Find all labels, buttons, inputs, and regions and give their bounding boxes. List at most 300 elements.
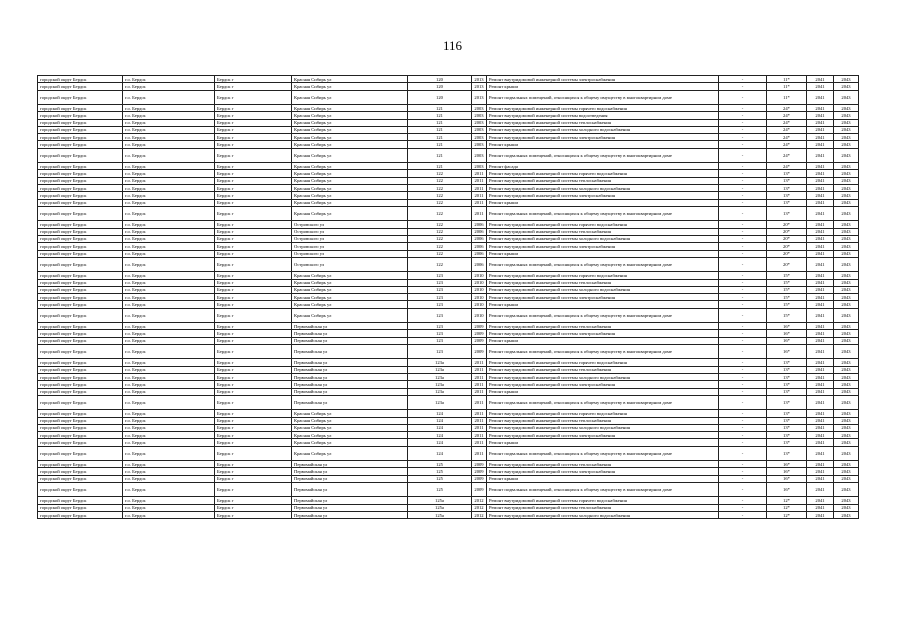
settlement-cell: Бердск г bbox=[215, 446, 292, 460]
municipality-cell: городской округ Бердск bbox=[38, 337, 123, 344]
period-cell: 11* bbox=[767, 90, 807, 104]
table-row bbox=[38, 468, 859, 475]
district-cell: г.о. Бердск bbox=[123, 185, 215, 192]
year-built-cell: 2006 bbox=[472, 243, 487, 250]
municipality-cell: городской округ Бердск bbox=[38, 461, 123, 468]
work-type-cell: Ремонт внутридомовой инженерной системы горячего водоснабжения bbox=[487, 497, 719, 504]
end-year-cell: 2043 bbox=[834, 395, 859, 409]
settlement-cell: Бердск г bbox=[215, 330, 292, 337]
period-cell: 11* bbox=[767, 76, 807, 83]
settlement-cell: Бердск г bbox=[215, 272, 292, 279]
year-built-cell: 2006 bbox=[472, 250, 487, 257]
end-year-cell: 2043 bbox=[834, 141, 859, 148]
house-number-cell: 124 bbox=[408, 410, 472, 417]
street-cell: Красная Сибирь ул bbox=[292, 192, 408, 199]
street-cell: Островского ул bbox=[292, 228, 408, 235]
year-built-cell: 2011 bbox=[472, 432, 487, 439]
settlement-cell: Бердск г bbox=[215, 279, 292, 286]
street-cell: Красная Сибирь ул bbox=[292, 308, 408, 322]
start-year-cell: 2041 bbox=[807, 301, 834, 308]
repair-schedule-table bbox=[37, 75, 859, 519]
table-row bbox=[38, 199, 859, 206]
year-built-cell: 2003 bbox=[472, 104, 487, 111]
house-number-cell: 124 bbox=[408, 439, 472, 446]
district-cell: г.о. Бердск bbox=[123, 279, 215, 286]
work-type-cell: Ремонт внутридомовой инженерной системы электроснабжения bbox=[487, 192, 719, 199]
start-year-cell: 2041 bbox=[807, 221, 834, 228]
start-year-cell: 2041 bbox=[807, 410, 834, 417]
municipality-cell: городской округ Бердск bbox=[38, 424, 123, 431]
end-year-cell: 2043 bbox=[834, 432, 859, 439]
house-number-cell: 123а bbox=[408, 359, 472, 366]
period-cell: 13* bbox=[767, 206, 807, 220]
municipality-cell: городской округ Бердск bbox=[38, 104, 123, 111]
house-number-cell: 122 bbox=[408, 185, 472, 192]
year-built-cell: 2009 bbox=[472, 483, 487, 497]
work-type-cell: Ремонт внутридомовой инженерной системы электроснабжения bbox=[487, 432, 719, 439]
work-type-cell: Ремонт крыши bbox=[487, 141, 719, 148]
settlement-cell: Бердск г bbox=[215, 243, 292, 250]
period-cell: 16* bbox=[767, 461, 807, 468]
work-type-cell: Ремонт крыши bbox=[487, 83, 719, 90]
start-year-cell: 2041 bbox=[807, 366, 834, 373]
settlement-cell: Бердск г bbox=[215, 373, 292, 380]
start-year-cell: 2041 bbox=[807, 381, 834, 388]
table-row bbox=[38, 359, 859, 366]
work-type-cell: Ремонт внутридомовой инженерной системы электроснабжения bbox=[487, 294, 719, 301]
dash-cell: - bbox=[719, 141, 767, 148]
house-number-cell: 121 bbox=[408, 112, 472, 119]
period-cell: 16* bbox=[767, 475, 807, 482]
dash-cell: - bbox=[719, 497, 767, 504]
municipality-cell: городской округ Бердск bbox=[38, 76, 123, 83]
dash-cell: - bbox=[719, 272, 767, 279]
table-row bbox=[38, 148, 859, 162]
year-built-cell: 2003 bbox=[472, 119, 487, 126]
street-cell: Первомайская ул bbox=[292, 497, 408, 504]
period-cell: 20* bbox=[767, 235, 807, 242]
end-year-cell: 2043 bbox=[834, 185, 859, 192]
end-year-cell: 2043 bbox=[834, 424, 859, 431]
dash-cell: - bbox=[719, 257, 767, 271]
end-year-cell: 2043 bbox=[834, 308, 859, 322]
table-row bbox=[38, 221, 859, 228]
end-year-cell: 2043 bbox=[834, 461, 859, 468]
street-cell: Островского ул bbox=[292, 235, 408, 242]
table-row bbox=[38, 424, 859, 431]
dash-cell: - bbox=[719, 432, 767, 439]
work-type-cell: Ремонт внутридомовой инженерной системы электроснабжения bbox=[487, 243, 719, 250]
year-built-cell: 2011 bbox=[472, 206, 487, 220]
table-row bbox=[38, 286, 859, 293]
period-cell: 24* bbox=[767, 112, 807, 119]
municipality-cell: городской округ Бердск bbox=[38, 83, 123, 90]
settlement-cell: Бердск г bbox=[215, 199, 292, 206]
district-cell: г.о. Бердск bbox=[123, 504, 215, 511]
settlement-cell: Бердск г bbox=[215, 504, 292, 511]
period-cell: 24* bbox=[767, 126, 807, 133]
work-type-cell: Ремонт подвальных помещений, относящихся к общему имуществу в многоквартирном доме bbox=[487, 344, 719, 358]
street-cell: Красная Сибирь ул bbox=[292, 126, 408, 133]
street-cell: Красная Сибирь ул bbox=[292, 279, 408, 286]
dash-cell: - bbox=[719, 446, 767, 460]
work-type-cell: Ремонт внутридомовой инженерной системы теплоснабжения bbox=[487, 323, 719, 330]
start-year-cell: 2041 bbox=[807, 126, 834, 133]
district-cell: г.о. Бердск bbox=[123, 410, 215, 417]
period-cell: 16* bbox=[767, 344, 807, 358]
table-row bbox=[38, 83, 859, 90]
end-year-cell: 2043 bbox=[834, 475, 859, 482]
municipality-cell: городской округ Бердск bbox=[38, 417, 123, 424]
house-number-cell: 124 bbox=[408, 424, 472, 431]
work-type-cell: Ремонт внутридомовой инженерной системы электроснабжения bbox=[487, 381, 719, 388]
work-type-cell: Ремонт внутридомовой инженерной системы теплоснабжения bbox=[487, 279, 719, 286]
table-row bbox=[38, 206, 859, 220]
dash-cell: - bbox=[719, 461, 767, 468]
settlement-cell: Бердск г bbox=[215, 294, 292, 301]
start-year-cell: 2041 bbox=[807, 330, 834, 337]
period-cell: 13* bbox=[767, 424, 807, 431]
dash-cell: - bbox=[719, 119, 767, 126]
dash-cell: - bbox=[719, 286, 767, 293]
table-row bbox=[38, 192, 859, 199]
settlement-cell: Бердск г bbox=[215, 511, 292, 518]
settlement-cell: Бердск г bbox=[215, 250, 292, 257]
dash-cell: - bbox=[719, 134, 767, 141]
district-cell: г.о. Бердск bbox=[123, 104, 215, 111]
street-cell: Красная Сибирь ул bbox=[292, 294, 408, 301]
work-type-cell: Ремонт внутридомовой инженерной системы горячего водоснабжения bbox=[487, 410, 719, 417]
period-cell: 20* bbox=[767, 243, 807, 250]
street-cell: Красная Сибирь ул bbox=[292, 90, 408, 104]
street-cell: Первомайская ул bbox=[292, 373, 408, 380]
year-built-cell: 2010 bbox=[472, 272, 487, 279]
house-number-cell: 123 bbox=[408, 330, 472, 337]
dash-cell: - bbox=[719, 504, 767, 511]
end-year-cell: 2043 bbox=[834, 76, 859, 83]
house-number-cell: 122 bbox=[408, 170, 472, 177]
municipality-cell: городской округ Бердск bbox=[38, 511, 123, 518]
district-cell: г.о. Бердск bbox=[123, 228, 215, 235]
municipality-cell: городской округ Бердск bbox=[38, 497, 123, 504]
year-built-cell: 2003 bbox=[472, 112, 487, 119]
district-cell: г.о. Бердск bbox=[123, 301, 215, 308]
district-cell: г.о. Бердск bbox=[123, 468, 215, 475]
table-row bbox=[38, 497, 859, 504]
dash-cell: - bbox=[719, 424, 767, 431]
table-row bbox=[38, 177, 859, 184]
end-year-cell: 2043 bbox=[834, 344, 859, 358]
end-year-cell: 2043 bbox=[834, 410, 859, 417]
municipality-cell: городской округ Бердск bbox=[38, 366, 123, 373]
period-cell: 13* bbox=[767, 417, 807, 424]
house-number-cell: 122 bbox=[408, 250, 472, 257]
dash-cell: - bbox=[719, 344, 767, 358]
municipality-cell: городской округ Бердск bbox=[38, 170, 123, 177]
dash-cell: - bbox=[719, 76, 767, 83]
settlement-cell: Бердск г bbox=[215, 126, 292, 133]
district-cell: г.о. Бердск bbox=[123, 446, 215, 460]
house-number-cell: 124 bbox=[408, 446, 472, 460]
street-cell: Красная Сибирь ул bbox=[292, 163, 408, 170]
table-row bbox=[38, 504, 859, 511]
period-cell: 16* bbox=[767, 337, 807, 344]
municipality-cell: городской округ Бердск bbox=[38, 388, 123, 395]
house-number-cell: 121 bbox=[408, 126, 472, 133]
period-cell: 13* bbox=[767, 170, 807, 177]
district-cell: г.о. Бердск bbox=[123, 134, 215, 141]
street-cell: Красная Сибирь ул bbox=[292, 177, 408, 184]
table-row bbox=[38, 272, 859, 279]
dash-cell: - bbox=[719, 250, 767, 257]
period-cell: 20* bbox=[767, 257, 807, 271]
house-number-cell: 122 bbox=[408, 199, 472, 206]
work-type-cell: Ремонт подвальных помещений, относящихся к общему имуществу в многоквартирном доме bbox=[487, 483, 719, 497]
end-year-cell: 2043 bbox=[834, 192, 859, 199]
municipality-cell: городской округ Бердск bbox=[38, 330, 123, 337]
district-cell: г.о. Бердск bbox=[123, 424, 215, 431]
period-cell: 24* bbox=[767, 104, 807, 111]
street-cell: Красная Сибирь ул bbox=[292, 134, 408, 141]
year-built-cell: 2003 bbox=[472, 134, 487, 141]
end-year-cell: 2043 bbox=[834, 373, 859, 380]
end-year-cell: 2043 bbox=[834, 250, 859, 257]
street-cell: Красная Сибирь ул bbox=[292, 148, 408, 162]
municipality-cell: городской округ Бердск bbox=[38, 373, 123, 380]
period-cell: 15* bbox=[767, 279, 807, 286]
municipality-cell: городской округ Бердск bbox=[38, 395, 123, 409]
settlement-cell: Бердск г bbox=[215, 323, 292, 330]
start-year-cell: 2041 bbox=[807, 235, 834, 242]
district-cell: г.о. Бердск bbox=[123, 250, 215, 257]
work-type-cell: Ремонт внутридомовой инженерной системы водоотведения bbox=[487, 112, 719, 119]
end-year-cell: 2043 bbox=[834, 148, 859, 162]
district-cell: г.о. Бердск bbox=[123, 388, 215, 395]
start-year-cell: 2041 bbox=[807, 286, 834, 293]
table-row bbox=[38, 410, 859, 417]
table-row bbox=[38, 475, 859, 482]
end-year-cell: 2043 bbox=[834, 511, 859, 518]
municipality-cell: городской округ Бердск bbox=[38, 468, 123, 475]
end-year-cell: 2043 bbox=[834, 199, 859, 206]
municipality-cell: городской округ Бердск bbox=[38, 279, 123, 286]
start-year-cell: 2041 bbox=[807, 228, 834, 235]
end-year-cell: 2043 bbox=[834, 206, 859, 220]
start-year-cell: 2041 bbox=[807, 432, 834, 439]
district-cell: г.о. Бердск bbox=[123, 366, 215, 373]
end-year-cell: 2043 bbox=[834, 483, 859, 497]
start-year-cell: 2041 bbox=[807, 388, 834, 395]
dash-cell: - bbox=[719, 308, 767, 322]
year-built-cell: 2011 bbox=[472, 185, 487, 192]
house-number-cell: 122 bbox=[408, 235, 472, 242]
end-year-cell: 2043 bbox=[834, 119, 859, 126]
end-year-cell: 2043 bbox=[834, 497, 859, 504]
district-cell: г.о. Бердск bbox=[123, 257, 215, 271]
end-year-cell: 2043 bbox=[834, 337, 859, 344]
table-row bbox=[38, 483, 859, 497]
settlement-cell: Бердск г bbox=[215, 134, 292, 141]
municipality-cell: городской округ Бердск bbox=[38, 185, 123, 192]
end-year-cell: 2043 bbox=[834, 417, 859, 424]
work-type-cell: Ремонт подвальных помещений, относящихся к общему имуществу в многоквартирном доме bbox=[487, 308, 719, 322]
dash-cell: - bbox=[719, 279, 767, 286]
district-cell: г.о. Бердск bbox=[123, 206, 215, 220]
table-row bbox=[38, 235, 859, 242]
street-cell: Красная Сибирь ул bbox=[292, 432, 408, 439]
period-cell: 24* bbox=[767, 148, 807, 162]
table-row bbox=[38, 126, 859, 133]
municipality-cell: городской округ Бердск bbox=[38, 112, 123, 119]
year-built-cell: 2010 bbox=[472, 308, 487, 322]
table-row bbox=[38, 388, 859, 395]
dash-cell: - bbox=[719, 395, 767, 409]
settlement-cell: Бердск г bbox=[215, 83, 292, 90]
district-cell: г.о. Бердск bbox=[123, 359, 215, 366]
municipality-cell: городской округ Бердск bbox=[38, 257, 123, 271]
district-cell: г.о. Бердск bbox=[123, 475, 215, 482]
settlement-cell: Бердск г bbox=[215, 308, 292, 322]
house-number-cell: 125а bbox=[408, 497, 472, 504]
work-type-cell: Ремонт подвальных помещений, относящихся к общему имуществу в многоквартирном доме bbox=[487, 446, 719, 460]
table-row bbox=[38, 344, 859, 358]
house-number-cell: 121 bbox=[408, 134, 472, 141]
dash-cell: - bbox=[719, 104, 767, 111]
settlement-cell: Бердск г bbox=[215, 112, 292, 119]
house-number-cell: 120 bbox=[408, 83, 472, 90]
district-cell: г.о. Бердск bbox=[123, 272, 215, 279]
year-built-cell: 2006 bbox=[472, 235, 487, 242]
start-year-cell: 2041 bbox=[807, 163, 834, 170]
settlement-cell: Бердск г bbox=[215, 221, 292, 228]
start-year-cell: 2041 bbox=[807, 483, 834, 497]
street-cell: Красная Сибирь ул bbox=[292, 424, 408, 431]
house-number-cell: 123 bbox=[408, 344, 472, 358]
end-year-cell: 2043 bbox=[834, 163, 859, 170]
municipality-cell: городской округ Бердск bbox=[38, 192, 123, 199]
street-cell: Первомайская ул bbox=[292, 504, 408, 511]
start-year-cell: 2041 bbox=[807, 112, 834, 119]
district-cell: г.о. Бердск bbox=[123, 395, 215, 409]
period-cell: 12* bbox=[767, 504, 807, 511]
start-year-cell: 2041 bbox=[807, 192, 834, 199]
end-year-cell: 2043 bbox=[834, 468, 859, 475]
district-cell: г.о. Бердск bbox=[123, 381, 215, 388]
start-year-cell: 2041 bbox=[807, 83, 834, 90]
end-year-cell: 2043 bbox=[834, 294, 859, 301]
municipality-cell: городской округ Бердск bbox=[38, 163, 123, 170]
work-type-cell: Ремонт крыши bbox=[487, 199, 719, 206]
house-number-cell: 123 bbox=[408, 337, 472, 344]
start-year-cell: 2041 bbox=[807, 395, 834, 409]
end-year-cell: 2043 bbox=[834, 272, 859, 279]
table-row bbox=[38, 301, 859, 308]
house-number-cell: 121 bbox=[408, 104, 472, 111]
house-number-cell: 123а bbox=[408, 373, 472, 380]
district-cell: г.о. Бердск bbox=[123, 235, 215, 242]
settlement-cell: Бердск г bbox=[215, 424, 292, 431]
start-year-cell: 2041 bbox=[807, 119, 834, 126]
house-number-cell: 122 bbox=[408, 228, 472, 235]
year-built-cell: 2006 bbox=[472, 257, 487, 271]
dash-cell: - bbox=[719, 417, 767, 424]
work-type-cell: Ремонт внутридомовой инженерной системы электроснабжения bbox=[487, 134, 719, 141]
year-built-cell: 2010 bbox=[472, 286, 487, 293]
municipality-cell: городской округ Бердск bbox=[38, 504, 123, 511]
house-number-cell: 123 bbox=[408, 279, 472, 286]
table-row bbox=[38, 417, 859, 424]
municipality-cell: городской округ Бердск bbox=[38, 344, 123, 358]
municipality-cell: городской округ Бердск bbox=[38, 381, 123, 388]
municipality-cell: городской округ Бердск bbox=[38, 410, 123, 417]
start-year-cell: 2041 bbox=[807, 177, 834, 184]
work-type-cell: Ремонт подвальных помещений, относящихся к общему имуществу в многоквартирном доме bbox=[487, 90, 719, 104]
start-year-cell: 2041 bbox=[807, 257, 834, 271]
start-year-cell: 2041 bbox=[807, 373, 834, 380]
start-year-cell: 2041 bbox=[807, 250, 834, 257]
table-row bbox=[38, 381, 859, 388]
start-year-cell: 2041 bbox=[807, 294, 834, 301]
dash-cell: - bbox=[719, 301, 767, 308]
period-cell: 12* bbox=[767, 511, 807, 518]
end-year-cell: 2043 bbox=[834, 228, 859, 235]
table-row bbox=[38, 395, 859, 409]
district-cell: г.о. Бердск bbox=[123, 483, 215, 497]
end-year-cell: 2043 bbox=[834, 257, 859, 271]
street-cell: Красная Сибирь ул bbox=[292, 112, 408, 119]
end-year-cell: 2043 bbox=[834, 221, 859, 228]
street-cell: Красная Сибирь ул bbox=[292, 199, 408, 206]
period-cell: 13* bbox=[767, 373, 807, 380]
settlement-cell: Бердск г bbox=[215, 301, 292, 308]
municipality-cell: городской округ Бердск bbox=[38, 432, 123, 439]
year-built-cell: 2009 bbox=[472, 323, 487, 330]
settlement-cell: Бердск г bbox=[215, 461, 292, 468]
district-cell: г.о. Бердск bbox=[123, 90, 215, 104]
work-type-cell: Ремонт внутридомовой инженерной системы горячего водоснабжения bbox=[487, 104, 719, 111]
work-type-cell: Ремонт внутридомовой инженерной системы электроснабжения bbox=[487, 76, 719, 83]
work-type-cell: Ремонт внутридомовой инженерной системы теплоснабжения bbox=[487, 417, 719, 424]
street-cell: Первомайская ул bbox=[292, 395, 408, 409]
district-cell: г.о. Бердск bbox=[123, 373, 215, 380]
period-cell: 13* bbox=[767, 192, 807, 199]
district-cell: г.о. Бердск bbox=[123, 511, 215, 518]
street-cell: Первомайская ул bbox=[292, 323, 408, 330]
street-cell: Красная Сибирь ул bbox=[292, 439, 408, 446]
district-cell: г.о. Бердск bbox=[123, 330, 215, 337]
period-cell: 13* bbox=[767, 410, 807, 417]
dash-cell: - bbox=[719, 206, 767, 220]
year-built-cell: 2011 bbox=[472, 446, 487, 460]
start-year-cell: 2041 bbox=[807, 185, 834, 192]
settlement-cell: Бердск г bbox=[215, 228, 292, 235]
period-cell: 20* bbox=[767, 228, 807, 235]
dash-cell: - bbox=[719, 185, 767, 192]
year-built-cell: 2011 bbox=[472, 373, 487, 380]
street-cell: Красная Сибирь ул bbox=[292, 119, 408, 126]
dash-cell: - bbox=[719, 359, 767, 366]
start-year-cell: 2041 bbox=[807, 497, 834, 504]
start-year-cell: 2041 bbox=[807, 141, 834, 148]
period-cell: 16* bbox=[767, 483, 807, 497]
dash-cell: - bbox=[719, 243, 767, 250]
period-cell: 13* bbox=[767, 366, 807, 373]
start-year-cell: 2041 bbox=[807, 90, 834, 104]
street-cell: Красная Сибирь ул bbox=[292, 301, 408, 308]
settlement-cell: Бердск г bbox=[215, 381, 292, 388]
year-built-cell: 2011 bbox=[472, 170, 487, 177]
district-cell: г.о. Бердск bbox=[123, 439, 215, 446]
